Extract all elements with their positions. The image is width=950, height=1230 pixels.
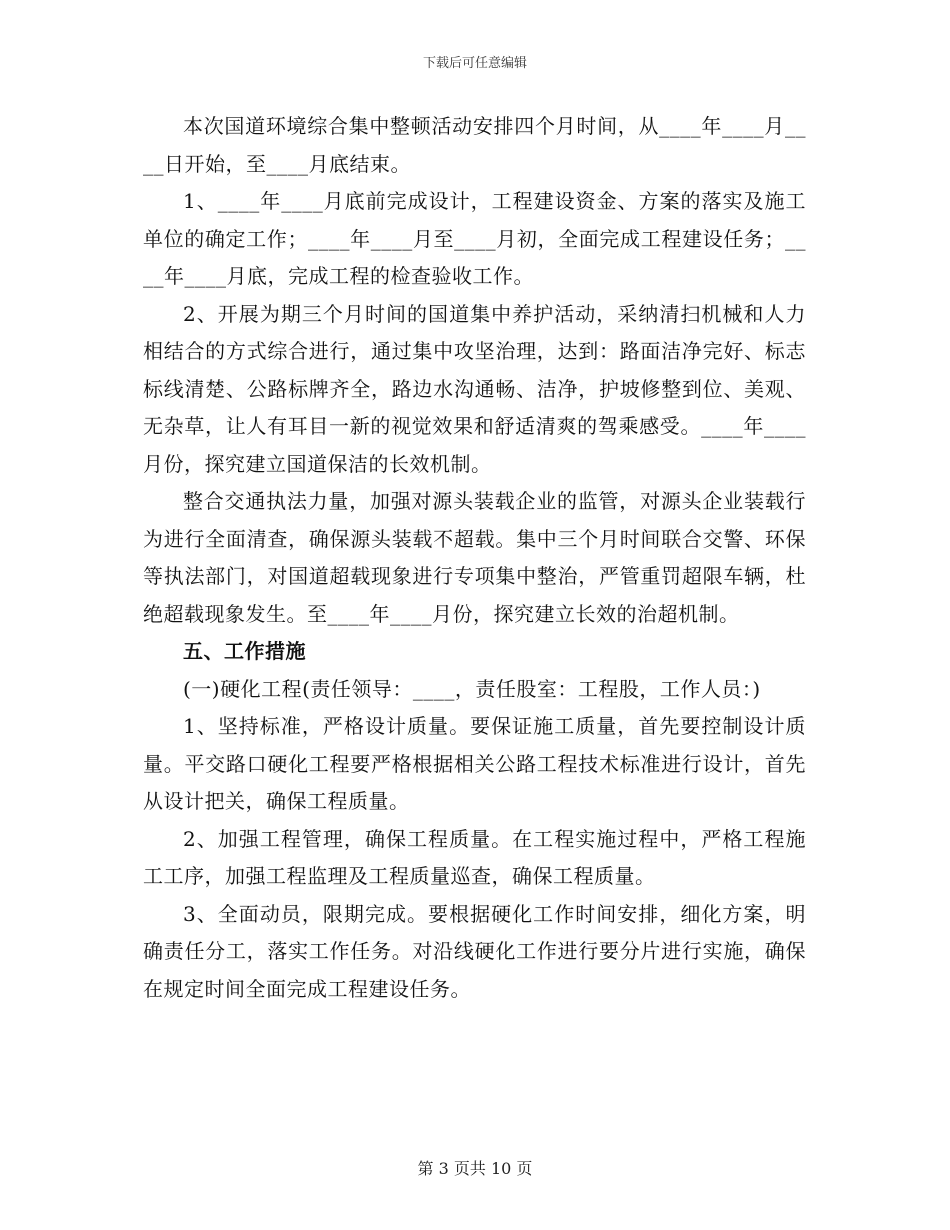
- paragraph-overload-control: 整合交通执法力量，加强对源头装载企业的监管，对源头企业装载行为进行全面清查，确保源头装载不超载。集中三个月时间联合交警、环保等执法部门，对国道超载现象进行专项集中整治，严管重罚超限车辆，杜绝超载现象发生。至____年____月份，探究建立长效的治超机制。: [143, 489, 806, 626]
- paragraph-schedule: 本次国道环境综合集中整顿活动安排四个月时间，从____年____月____日开始，至____月底结束。: [143, 114, 806, 176]
- paragraph-item-1: 1、____年____月底前完成设计，工程建设资金、方案的落实及施工单位的确定工作；____年____月至____月初，全面完成工程建设任务；____年____月底，完成工程的检查验收工作。: [143, 189, 806, 288]
- paragraph-item-2: 2、开展为期三个月时间的国道集中养护活动，采纳清扫机械和人力相结合的方式综合进行，通过集中攻坚治理，达到：路面洁净完好、标志标线清楚、公路标牌齐全，路边水沟通畅、洁净，护坡修整到位、美观、无杂草，让人有耳目一新的视觉效果和舒适清爽的驾乘感受。____年____月份，探究建立国道保洁的长效机制。: [143, 301, 806, 476]
- page-number: 第 3 页共 10 页: [417, 1159, 533, 1178]
- section-heading: 五、工作措施: [183, 639, 306, 663]
- measure-subheading: (一)硬化工程(责任领导：____，责任股室：工程股，工作人员：): [183, 676, 761, 701]
- page-header: 下载后可任意编辑: [422, 56, 527, 71]
- measure-item-1: 1、坚持标准，严格设计质量。要保证施工质量，首先要控制设计质量。平交路口硬化工程要严格根据相关公路工程技术标准进行设计，首先从设计把关，确保工程质量。: [143, 714, 806, 813]
- measure-item-2: 2、加强工程管理，确保工程质量。在工程实施过程中，严格工程施工工序，加强工程监理及工程质量巡查，确保工程质量。: [143, 826, 806, 888]
- document-body: [143, 108, 806, 1008]
- measure-item-3: 3、全面动员，限期完成。要根据硬化工作时间安排，细化方案，明确责任分工，落实工作任务。对沿线硬化工作进行要分片进行实施，确保在规定时间全面完成工程建设任务。: [143, 901, 806, 1001]
